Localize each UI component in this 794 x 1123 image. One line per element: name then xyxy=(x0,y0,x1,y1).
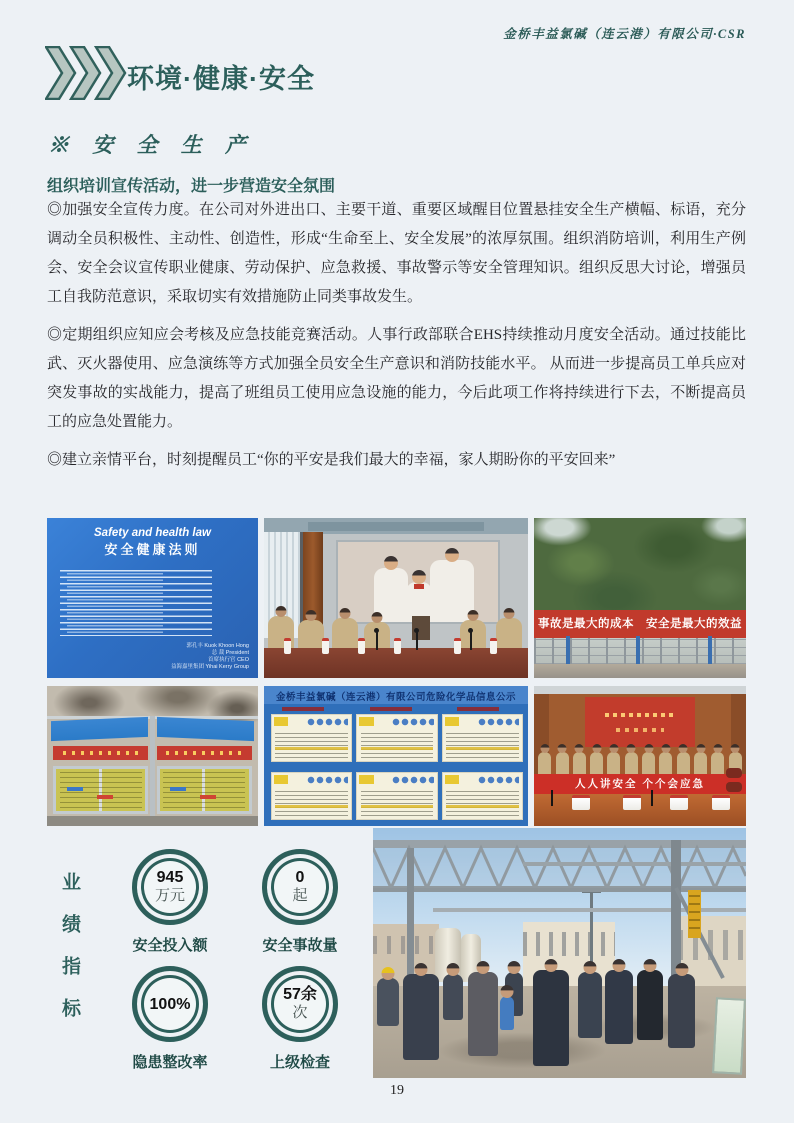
metric-ring: 57余 次 xyxy=(262,966,338,1042)
red-projection-screen xyxy=(585,697,695,747)
metric-rectification-rate: 100% 隐患整改率 xyxy=(110,966,230,1072)
section-subheading: 组织培训宣传活动，进一步营造安全氛围 xyxy=(47,178,336,195)
metric-superior-inspections: 57余 次 上级检查 xyxy=(240,966,360,1072)
person-figure xyxy=(468,972,498,1056)
hazard-card xyxy=(356,772,437,820)
hazard-card xyxy=(271,714,352,762)
metric-ring: 100% xyxy=(132,966,208,1042)
triple-chevron-icon xyxy=(45,46,127,100)
notice-board xyxy=(157,766,252,814)
metric-ring: 0 起 xyxy=(262,849,338,925)
body-paragraphs xyxy=(47,196,746,484)
person-figure xyxy=(637,970,663,1040)
hazard-board-title: 金桥丰益氯碱（连云港）有限公司危险化学品信息公示 xyxy=(275,692,516,703)
photo-hazard-info-board xyxy=(264,686,528,826)
paragraph-skill-contest: ◎定期组织应知应会考核及应急技能竞赛活动。人事行政部联合EHS持续推动月度安全活动。通过技能比武、灭火器使用、应急演练等方式加强全员安全生产意识和消防技能水平。 从而进一步提高员工单兵应对突发事故的实战能力，提高了班组员工使用应急设施的能力，今后此项工作将持续进行下去，不断提高员工的应急处置能力。 xyxy=(47,327,746,430)
metric-safety-accidents: 0 起 安全事故量 xyxy=(240,849,360,955)
metric-ring: 945 万元 xyxy=(132,849,208,925)
paragraph-safety-publicity: ◎加强安全宣传力度。在公司对外进出口、主要干道、重要区域醒目位置悬挂安全生产横幅、标语，充分调动全员积极性、主动性、创造性，形成“生命至上、安全发展”的浓厚氛围。组织消防培训，利用生产例会、安全会议宣传职业健康、劳动保护、应急救援、事故警示等安全管理知识。组织反思大讨论，增强员工自我防范意识，采取切实有效措施防止同类事故发生。 xyxy=(47,202,746,305)
board-title-zh: 安全健康法则 xyxy=(104,542,201,557)
person-figure xyxy=(443,974,463,1020)
person-figure xyxy=(500,996,514,1030)
metrics-vertical-title: 业绩指标 xyxy=(59,872,80,1040)
notice-board xyxy=(53,766,148,814)
person-figure xyxy=(668,974,695,1048)
board-header-banner xyxy=(157,746,252,760)
photo-safety-health-law-board xyxy=(47,518,258,678)
paragraph-family-platform: ◎建立亲情平台，时刻提醒员工“你的平安是我们最大的幸福，家人期盼你的平安回来” xyxy=(47,452,616,468)
metric-safety-investment: 945 万元 安全投入额 xyxy=(110,849,230,955)
photo-fence-banner xyxy=(534,518,746,678)
header-company-name: 金桥丰益氯碱（连云港）有限公司·CSR xyxy=(503,27,746,41)
person-figure xyxy=(403,974,439,1060)
person-figure xyxy=(377,978,399,1026)
photo-safety-month-group xyxy=(534,686,746,826)
photo-bulletin-boards xyxy=(47,686,258,826)
hazard-card xyxy=(442,714,523,762)
hazard-card xyxy=(442,772,523,820)
person-figure xyxy=(578,972,602,1038)
safety-slogan-banner: 事故是最大的成本 安全是最大的效益 xyxy=(534,610,746,638)
site-signboard xyxy=(712,997,746,1074)
board-header-banner xyxy=(53,746,148,760)
group-of-employees xyxy=(538,746,742,776)
person-figure xyxy=(605,970,633,1044)
hazard-card xyxy=(271,772,352,820)
photo-leaders-site-visit xyxy=(373,828,746,1078)
section-heading: ※ 安 全 生 产 xyxy=(48,133,255,157)
board-title-en: Safety and health law xyxy=(94,527,211,539)
page-title: 环境·健康·安全 xyxy=(127,64,315,94)
board-roof xyxy=(51,717,148,741)
group-photo-banner: 人人讲安全 个个会应急 xyxy=(534,774,746,794)
person-figure xyxy=(533,970,569,1066)
photo-meeting-room xyxy=(264,518,528,678)
board-roof xyxy=(157,717,254,741)
board-signature: 郭孔丰 Kuok Khoon Hong 总 裁 President 首席执行官 CEO 益海嘉里集团 Yihai Kerry Group xyxy=(170,643,249,670)
page-number: 19 xyxy=(390,1083,404,1098)
hazard-card xyxy=(356,714,437,762)
